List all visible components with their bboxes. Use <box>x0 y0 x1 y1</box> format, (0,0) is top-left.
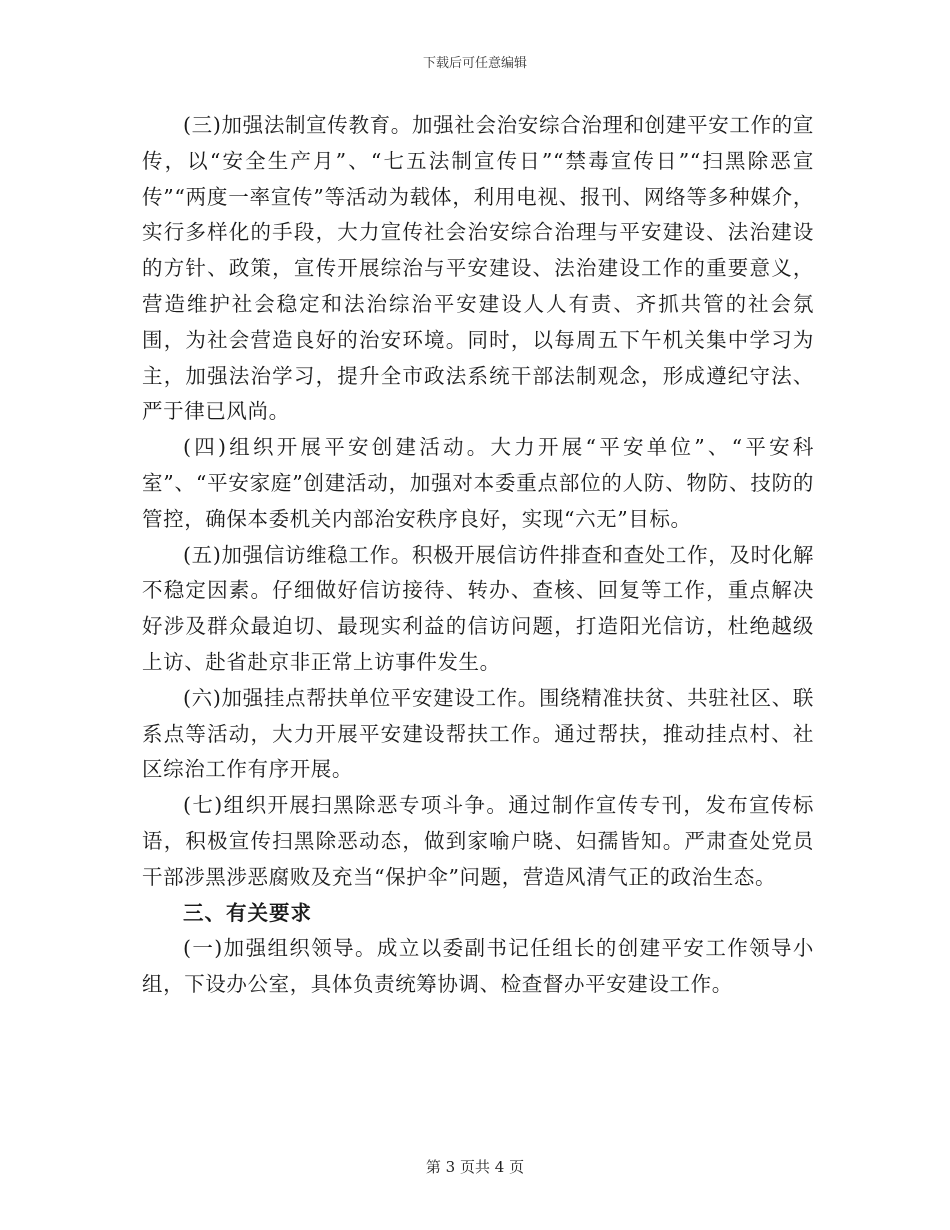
paragraph-petition-stability: (五)加强信访维稳工作。积极开展信访件排查和查处工作，及时化解不稳定因素。仔细做好信访接待、转办、查核、回复等工作，重点解决好涉及群众最迫切、最现实利益的信访问题，打造阳光信访，杜绝越级上访、赴省赴京非正常上访事件发生。 <box>142 542 814 674</box>
paragraph-legal-education: (三)加强法制宣传教育。加强社会治安综合治理和创建平安工作的宣传，以“安全生产月”、“七五法制宣传日”“禁毒宣传日”“扫黑除恶宣传”“两度一率宣传”等活动为载体，利用电视、报刊、网络等多种媒介，实行多样化的手段，大力宣传社会治安综合治理与平安建设、法治建设的方针、政策，宣传开展综治与平安建设、法治建设工作的重要意义，营造维护社会稳定和法治综治平安建设人人有责、齐抓共管的社会氛围，为社会营造良好的治安环境。同时，以每周五下午机关集中学习为主，加强法治学习，提升全市政法系统干部法制观念，形成遵纪守法、严于律已风尚。 <box>142 113 814 424</box>
paragraph-leadership: (一)加强组织领导。成立以委副书记任组长的创建平安工作领导小组，下设办公室，具体负责统筹协调、检查督办平安建设工作。 <box>142 936 814 997</box>
paragraph-assistance-units: (六)加强挂点帮扶单位平安建设工作。围绕精准扶贫、共驻社区、联系点等活动，大力开展平安建设帮扶工作。通过帮扶，推动挂点村、社区综治工作有序开展。 <box>142 685 814 782</box>
page-number: 第 3 页共 4 页 <box>425 1158 525 1176</box>
page-header: 下载后可任意编辑 <box>422 56 527 71</box>
document-body <box>142 108 814 1003</box>
paragraph-safety-campaign: (四)组织开展平安创建活动。大力开展“平安单位”、“平安科室”、“平安家庭”创建活动，加强对本委重点部位的人防、物防、技防的管控，确保本委机关内部治安秩序良好，实现“六无”目标。 <box>142 435 814 531</box>
paragraph-anti-crime: (七)组织开展扫黑除恶专项斗争。通过制作宣传专刊，发布宣传标语，积极宣传扫黑除恶动态，做到家喻户晓、妇孺皆知。严肃查处党员干部涉黑涉恶腐败及充当“保护伞”问题，营造风清气正的政治生态。 <box>142 793 814 889</box>
section-heading-requirements: 三、有关要求 <box>183 900 312 925</box>
